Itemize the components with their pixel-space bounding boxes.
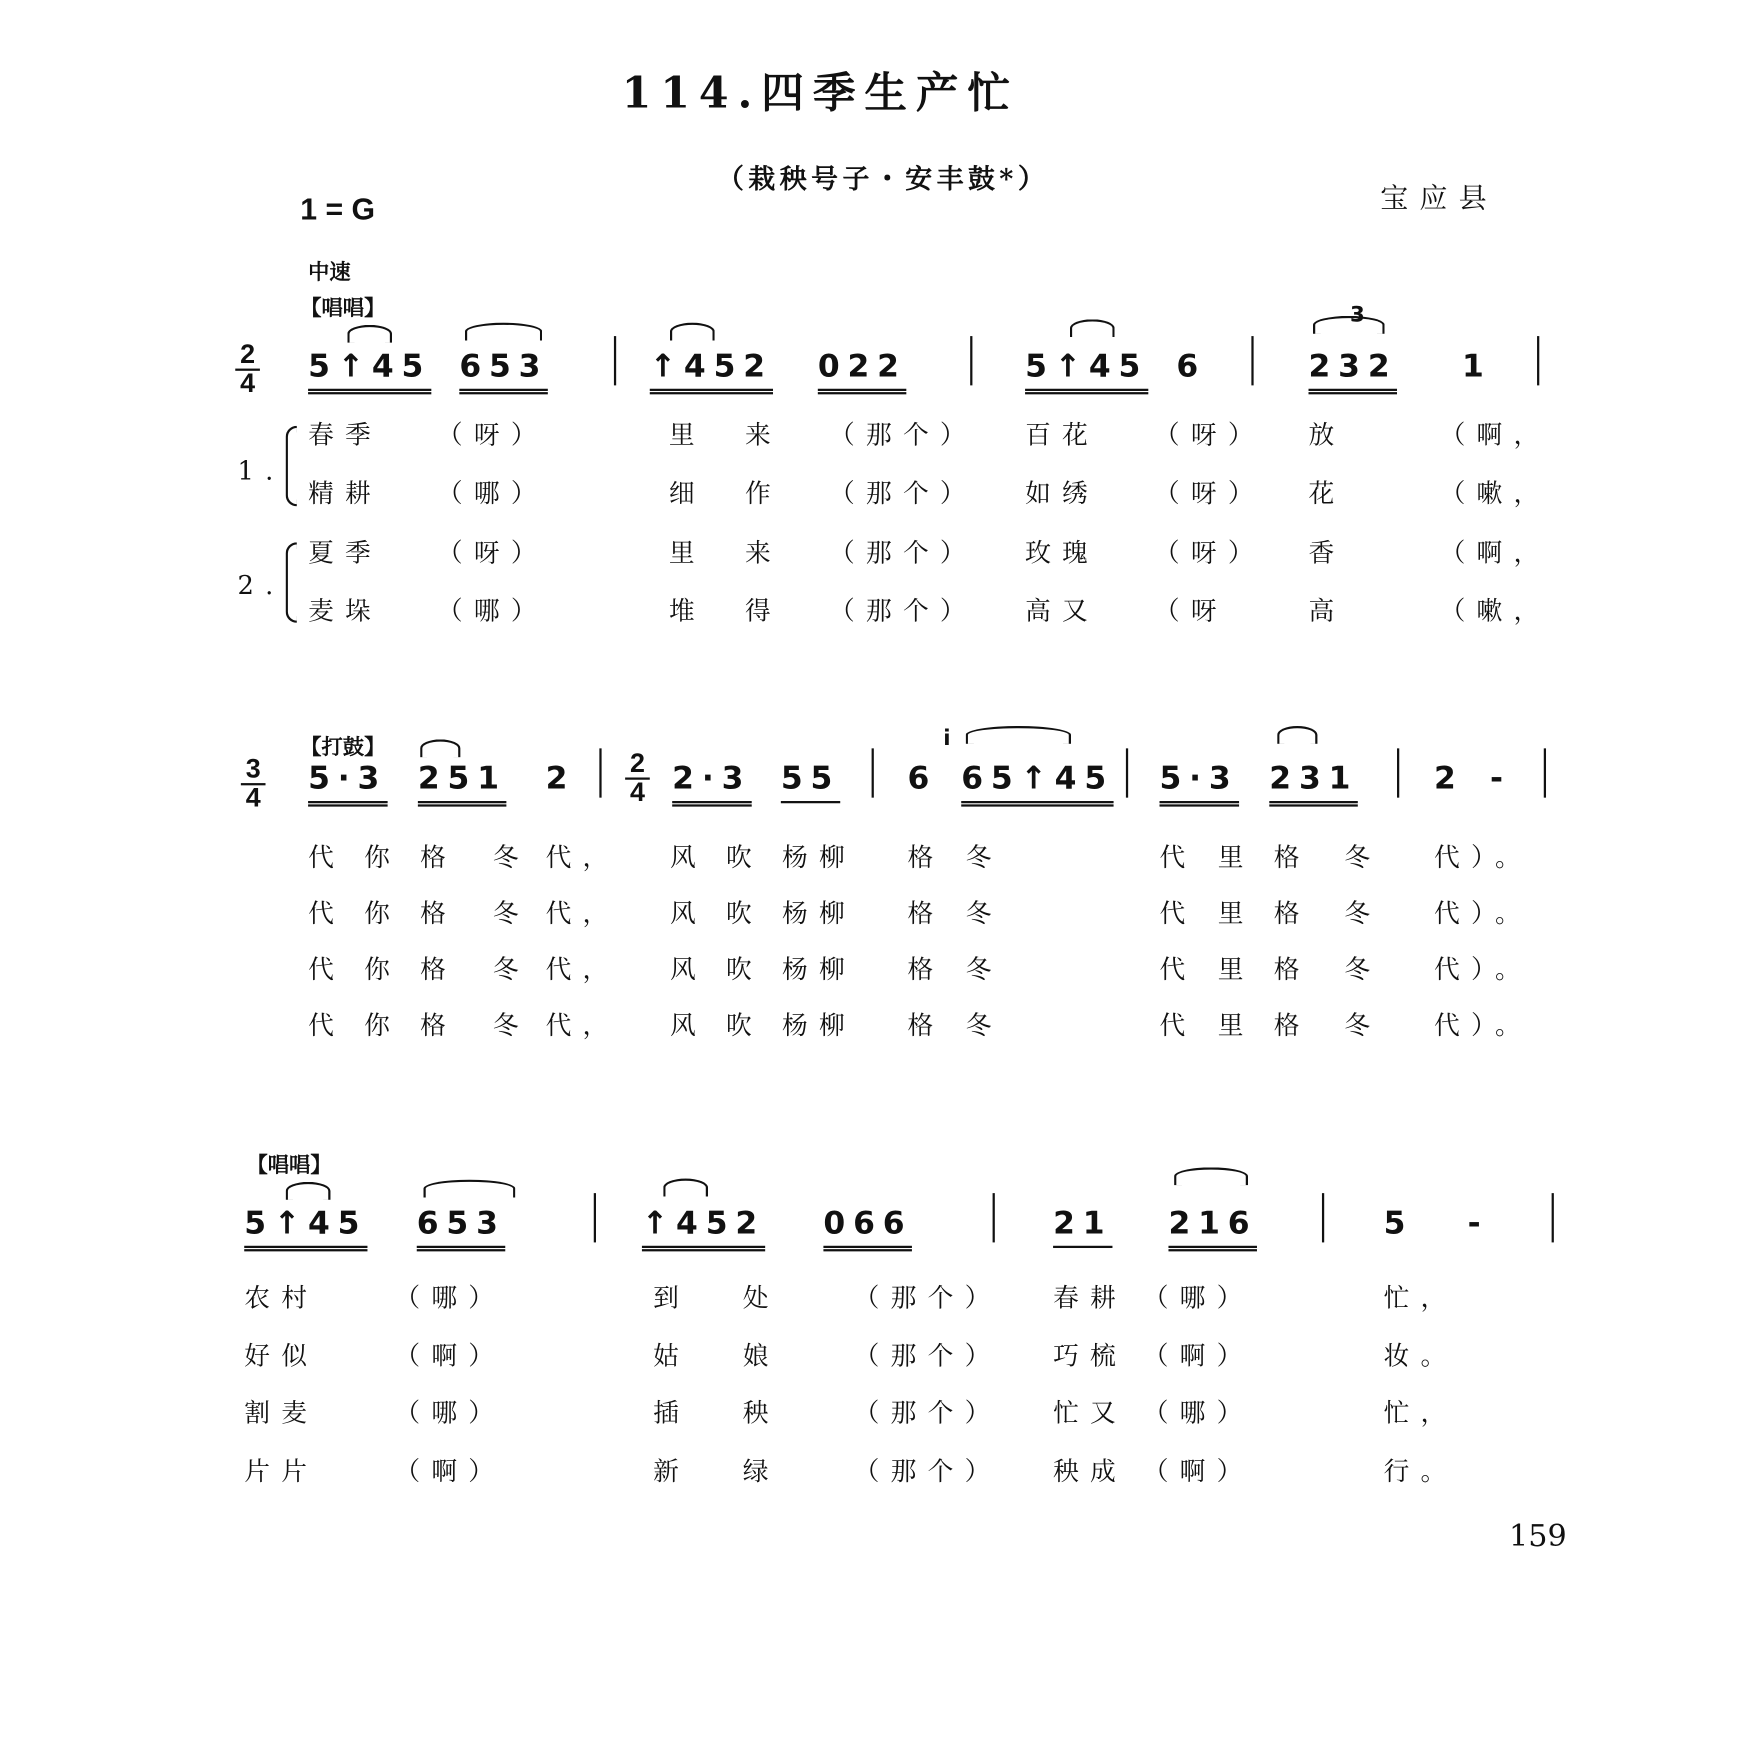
lyric-syllable: 忙，: [1383, 1399, 1458, 1429]
triplet-mark: 3: [1349, 302, 1365, 328]
verse-label: 1.: [237, 457, 285, 487]
lyric-syllable: 吹: [725, 955, 763, 985]
barline: [599, 748, 601, 797]
lyric-syllable: 代）。: [1433, 1011, 1533, 1041]
lyric-syllable: 杨柳: [781, 843, 856, 873]
lyric-syllable: 插: [653, 1399, 691, 1429]
note-group: ↑452: [642, 1204, 765, 1251]
lyric-syllable: 香: [1308, 538, 1346, 568]
lyric-syllable: 来: [744, 421, 782, 451]
slur-arc: [966, 726, 1071, 744]
slur-arc: [670, 323, 715, 341]
lyric-syllable: 割麦: [244, 1399, 319, 1429]
lyric-syllable: 风: [669, 1011, 707, 1041]
lyric-syllable: 夏季: [308, 538, 383, 568]
lyric-syllable: 冬: [492, 1011, 530, 1041]
slur-arc: [423, 1180, 515, 1198]
lyric-syllable: 如绣: [1025, 479, 1100, 509]
slur-arc: [286, 1182, 331, 1200]
time-signature: [241, 753, 266, 814]
lyric-syllable: 格: [907, 955, 945, 985]
lyric-syllable: （啊，: [1439, 538, 1551, 568]
lyric-syllable: 秧: [742, 1399, 780, 1429]
note-group: 251: [418, 760, 507, 807]
barline: [1397, 748, 1399, 797]
lyric-syllable: 春季: [308, 421, 383, 451]
note-group: 066: [823, 1204, 912, 1251]
lyric-syllable: 格: [420, 955, 458, 985]
barline: [594, 1193, 596, 1242]
lyric-syllable: 风: [669, 899, 707, 929]
time-denominator: 4: [625, 777, 650, 806]
lyric-syllable: （那个）: [853, 1457, 1002, 1487]
lyric-syllable: 处: [742, 1283, 780, 1313]
lyric-syllable: （哪）: [394, 1399, 506, 1429]
section-label: 【唱唱】: [300, 295, 386, 321]
note-group: 231: [1269, 760, 1358, 807]
lyric-syllable: 代: [1159, 843, 1197, 873]
lyric-syllable: 代）。: [1433, 843, 1533, 873]
lyric-syllable: 格: [420, 1011, 458, 1041]
lyric-syllable: 吹: [725, 843, 763, 873]
note-group: 5↑45: [1025, 347, 1148, 394]
barline: [614, 336, 616, 385]
lyric-syllable: （呀）: [436, 421, 548, 451]
section-label: 【打鼓】: [300, 734, 386, 760]
note-group: -: [1467, 1204, 1489, 1242]
lyric-syllable: 高: [1308, 597, 1346, 627]
lyric-syllable: 代）。: [1433, 955, 1533, 985]
lyric-syllable: 堆: [668, 597, 706, 627]
lyric-syllable: （呀）: [1153, 479, 1265, 509]
county-label: 宝应县: [1380, 181, 1498, 214]
lyric-syllable: 麦垛: [308, 597, 383, 627]
lyric-syllable: （呀）: [1153, 421, 1265, 451]
lyric-syllable: 好似: [244, 1342, 319, 1372]
lyric-syllable: 杨柳: [781, 899, 856, 929]
note-group: 216: [1168, 1204, 1257, 1251]
barline: [1322, 1193, 1324, 1242]
lyric-syllable: 冬: [1344, 955, 1382, 985]
lyric-syllable: （那个）: [853, 1399, 1002, 1429]
lyric-syllable: 代: [1159, 955, 1197, 985]
lyric-syllable: 你: [364, 843, 402, 873]
lyric-syllable: 妆。: [1383, 1342, 1458, 1372]
lyric-syllable: 冬: [492, 899, 530, 929]
note-group: 5↑45: [244, 1204, 367, 1251]
barline: [1544, 748, 1546, 797]
lyric-syllable: 来: [744, 538, 782, 568]
lyric-syllable: 到: [653, 1283, 691, 1313]
slur-arc: [1277, 726, 1317, 744]
lyric-syllable: 你: [364, 1011, 402, 1041]
lyric-syllable: （那个）: [853, 1342, 1002, 1372]
lyric-syllable: 风: [669, 843, 707, 873]
note-group: 653: [459, 347, 548, 394]
lyric-syllable: 绿: [742, 1457, 780, 1487]
lyric-syllable: 格: [907, 899, 945, 929]
lyric-syllable: 杨柳: [781, 955, 856, 985]
lyric-syllable: 里: [1217, 1011, 1255, 1041]
note-group: 2: [545, 759, 576, 797]
slur-arc: [1174, 1167, 1248, 1185]
page-number: 159: [1509, 1519, 1567, 1554]
note-group: 1: [1461, 347, 1492, 385]
lyric-syllable: 花: [1308, 479, 1346, 509]
lyric-syllable: 代，: [545, 955, 620, 985]
note-group: 5: [1383, 1204, 1414, 1242]
lyric-syllable: 里: [1217, 955, 1255, 985]
barline: [1552, 1193, 1554, 1242]
lyric-syllable: 冬: [965, 843, 1003, 873]
lyric-syllable: 代）。: [1433, 899, 1533, 929]
lyric-syllable: （那个）: [829, 421, 977, 451]
note-group: 6: [907, 759, 938, 797]
lyric-syllable: （那个）: [853, 1283, 1002, 1313]
lyric-syllable: 代: [308, 955, 346, 985]
lyric-syllable: （那个）: [829, 597, 977, 627]
lyric-syllable: 里: [1217, 899, 1255, 929]
brace: [286, 426, 297, 507]
song-title: 114.四季生产忙: [621, 67, 1019, 118]
lyric-syllable: 里: [668, 538, 706, 568]
lyric-syllable: 片片: [244, 1457, 319, 1487]
lyric-syllable: 巧梳: [1053, 1342, 1128, 1372]
note-group: 2·3: [672, 760, 751, 807]
lyric-syllable: 格: [907, 1011, 945, 1041]
lyric-syllable: 代: [1159, 899, 1197, 929]
verse-label: 2.: [237, 571, 285, 601]
tempo-marking: 中速: [308, 259, 351, 285]
note-group: 21: [1053, 1204, 1112, 1248]
lyric-syllable: 格: [420, 899, 458, 929]
note-group: 5·3: [308, 760, 387, 807]
lyric-syllable: 你: [364, 899, 402, 929]
lyric-syllable: 得: [744, 597, 782, 627]
lyric-syllable: 冬: [1344, 1011, 1382, 1041]
grace-note: i: [943, 725, 951, 751]
lyric-syllable: 代: [1159, 1011, 1197, 1041]
lyric-syllable: 格: [1273, 1011, 1311, 1041]
lyric-syllable: 忙，: [1383, 1283, 1458, 1313]
slur-arc: [420, 739, 460, 757]
lyric-syllable: 代，: [545, 899, 620, 929]
time-denominator: 4: [241, 783, 266, 812]
lyric-syllable: （那个）: [829, 479, 977, 509]
slur-arc: [663, 1179, 708, 1197]
lyric-syllable: 精耕: [308, 479, 383, 509]
lyric-syllable: 作: [744, 479, 782, 509]
time-signature: [235, 339, 260, 399]
key-signature: 1 = G: [300, 192, 376, 227]
lyric-syllable: 格: [420, 843, 458, 873]
brace: [286, 542, 297, 623]
note-group: 653: [417, 1204, 506, 1251]
barline: [970, 336, 972, 385]
lyric-syllable: 代，: [545, 843, 620, 873]
lyric-syllable: 代: [308, 899, 346, 929]
note-group: 6: [1176, 347, 1206, 385]
lyric-syllable: 冬: [492, 843, 530, 873]
lyric-syllable: （那个）: [829, 538, 977, 568]
lyric-syllable: 杨柳: [781, 1011, 856, 1041]
lyric-syllable: 吹: [725, 1011, 763, 1041]
lyric-syllable: 格: [1273, 843, 1311, 873]
lyric-syllable: 格: [1273, 955, 1311, 985]
lyric-syllable: 吹: [725, 899, 763, 929]
lyric-syllable: （啊）: [394, 1457, 506, 1487]
lyric-syllable: 冬: [492, 955, 530, 985]
section-label: 【唱唱】: [246, 1152, 332, 1178]
lyric-syllable: 格: [907, 843, 945, 873]
lyric-syllable: 冬: [1344, 899, 1382, 929]
lyric-syllable: 代: [308, 1011, 346, 1041]
lyric-syllable: 冬: [965, 955, 1003, 985]
slur-arc: [1070, 319, 1115, 337]
lyric-syllable: （哪）: [1142, 1283, 1254, 1313]
lyric-syllable: （啊）: [394, 1342, 506, 1372]
lyric-syllable: 里: [668, 421, 706, 451]
lyric-syllable: 百花: [1025, 421, 1100, 451]
note-group: -: [1489, 759, 1511, 797]
lyric-syllable: 农村: [244, 1283, 319, 1313]
lyric-syllable: 格: [1273, 899, 1311, 929]
slur-arc: [465, 323, 542, 341]
lyric-syllable: （呀: [1153, 597, 1228, 627]
lyric-syllable: 风: [669, 955, 707, 985]
lyric-syllable: 玫瑰: [1025, 538, 1100, 568]
note-group: 232: [1309, 347, 1398, 394]
note-group: ↑452: [650, 347, 773, 394]
lyric-syllable: 细: [668, 479, 706, 509]
lyric-syllable: 代: [308, 843, 346, 873]
lyric-syllable: 姑: [653, 1342, 691, 1372]
note-group: 65↑45: [961, 760, 1114, 807]
lyric-syllable: 行。: [1383, 1457, 1458, 1487]
song-subtitle: （栽秧号子・安丰鼓*）: [716, 162, 1050, 195]
barline: [993, 1193, 995, 1242]
slur-arc: [347, 325, 392, 343]
note-group: 2: [1433, 759, 1464, 797]
time-signature: [625, 748, 650, 808]
lyric-syllable: 忙又: [1053, 1399, 1128, 1429]
lyric-syllable: 代，: [545, 1011, 620, 1041]
barline: [1126, 748, 1128, 797]
lyric-syllable: 春耕: [1053, 1283, 1128, 1313]
lyric-syllable: （呀）: [436, 538, 548, 568]
time-numerator: 2: [629, 748, 645, 779]
lyric-syllable: 冬: [965, 899, 1003, 929]
time-numerator: 2: [240, 339, 256, 370]
lyric-syllable: 你: [364, 955, 402, 985]
note-group: 55: [781, 760, 840, 804]
barline: [1537, 336, 1539, 385]
time-numerator: 3: [245, 753, 261, 785]
lyric-syllable: 里: [1217, 843, 1255, 873]
lyric-syllable: （嗽，: [1439, 597, 1551, 627]
lyric-syllable: （呀）: [1153, 538, 1265, 568]
lyric-syllable: （啊，: [1439, 421, 1551, 451]
lyric-syllable: （哪）: [436, 597, 548, 627]
lyric-syllable: 秧成: [1053, 1457, 1128, 1487]
lyric-syllable: （哪）: [1142, 1399, 1254, 1429]
lyric-syllable: 新: [653, 1457, 691, 1487]
note-group: 5↑45: [308, 347, 431, 394]
lyric-syllable: （哪）: [394, 1283, 506, 1313]
lyric-syllable: 娘: [742, 1342, 780, 1372]
slur-arc: [1313, 316, 1385, 334]
barline: [1251, 336, 1253, 385]
lyric-syllable: （啊）: [1142, 1342, 1254, 1372]
lyric-syllable: （啊）: [1142, 1457, 1254, 1487]
note-group: 5·3: [1160, 760, 1239, 807]
lyric-syllable: （哪）: [436, 479, 548, 509]
lyric-syllable: 冬: [965, 1011, 1003, 1041]
lyric-syllable: 冬: [1344, 843, 1382, 873]
lyric-syllable: 放: [1308, 421, 1346, 451]
lyric-syllable: （嗽，: [1439, 479, 1551, 509]
time-denominator: 4: [235, 369, 260, 398]
lyric-syllable: 高又: [1025, 597, 1100, 627]
barline: [872, 748, 874, 797]
note-group: 022: [818, 347, 907, 394]
